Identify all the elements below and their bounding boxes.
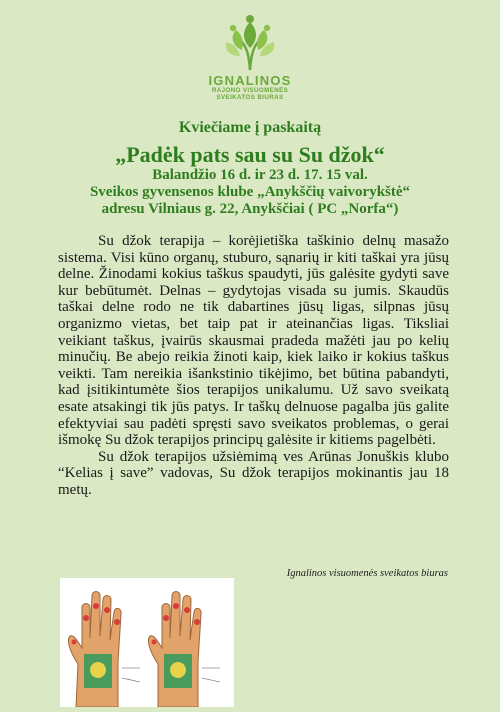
- description-paragraph-1: Su džok terapija – korėjietiška taškinio delnų masažo sistema. Visi kūno organų, stuburo, sąnarių ir kiti taškai yra jūsų delne. Žinodami kokius taškus spaudyti, jūs galėsite gydyti save kur bebūtumėt. Delnas – gydytojas visada su jumis. Skaudūs taškai delne rodo ne tik dabartines jūsų ligas, silpnas jūsų organizmo vietas, bet taip pat ir ateinančias ligas. Tiksliai veikiant taškus, įvairūs skausmai pradeda mažėti jau po kelių minučių. Be abejo reikia žinoti kaip, kiek laiko ir kokius taškus veikti. Tam nereikia išankstinio tikėjimo, bet būtina pabandyti, kad įsitikintumėte šios terapijos unikalumu. Už savo sveikatą esate atsakingi tik jūs patys. Ir taškų delnuose pagalba jūs galite efektyviai sau padėti spręsti savo sveikatos problemas, o gerai išmokę Su džok terapijos principų galėsite ir kitiems pagelbėti.: [58, 233, 449, 449]
- hands-reflexology-icon: [60, 578, 234, 707]
- lecture-dates: Balandžio 16 d. ir 23 d. 17. 15 val.: [152, 167, 368, 183]
- description-paragraph-2: Su džok terapijos užsiėmimą ves Arūnas Jonuškis klubo “Kelias į save” vadovas, Su džok terapijos mokinantis jau 18 metų.: [58, 448, 449, 498]
- organization-logo: [200, 14, 300, 112]
- left-hand-icon: [68, 592, 121, 708]
- right-hand-icon: [148, 592, 201, 708]
- logo-title: IGNALINOS: [208, 73, 292, 88]
- signature: Ignalinos visuomenės sveikatos biuras: [286, 568, 448, 579]
- logo-subtitle-line1: RAJONO VISUOMENĖS: [211, 87, 289, 94]
- lecture-address: adresu Vilniaus g. 22, Anykščiai ( PC „Norfa“): [101, 201, 399, 217]
- lecture-venue: Sveikos gyvensenos klube „Anykščių vaivorykštė“: [89, 184, 411, 200]
- logo-subtitle-line2: SVEIKATOS BIURAS: [216, 94, 284, 101]
- invitation-text: Kviečiame į paskaitą: [178, 119, 322, 136]
- hand-acupressure-image: [60, 578, 234, 707]
- lecture-title: „Padėk pats sau su Su džok“: [115, 142, 385, 167]
- tree-people-icon: [220, 14, 280, 72]
- lecture-description: [58, 233, 449, 499]
